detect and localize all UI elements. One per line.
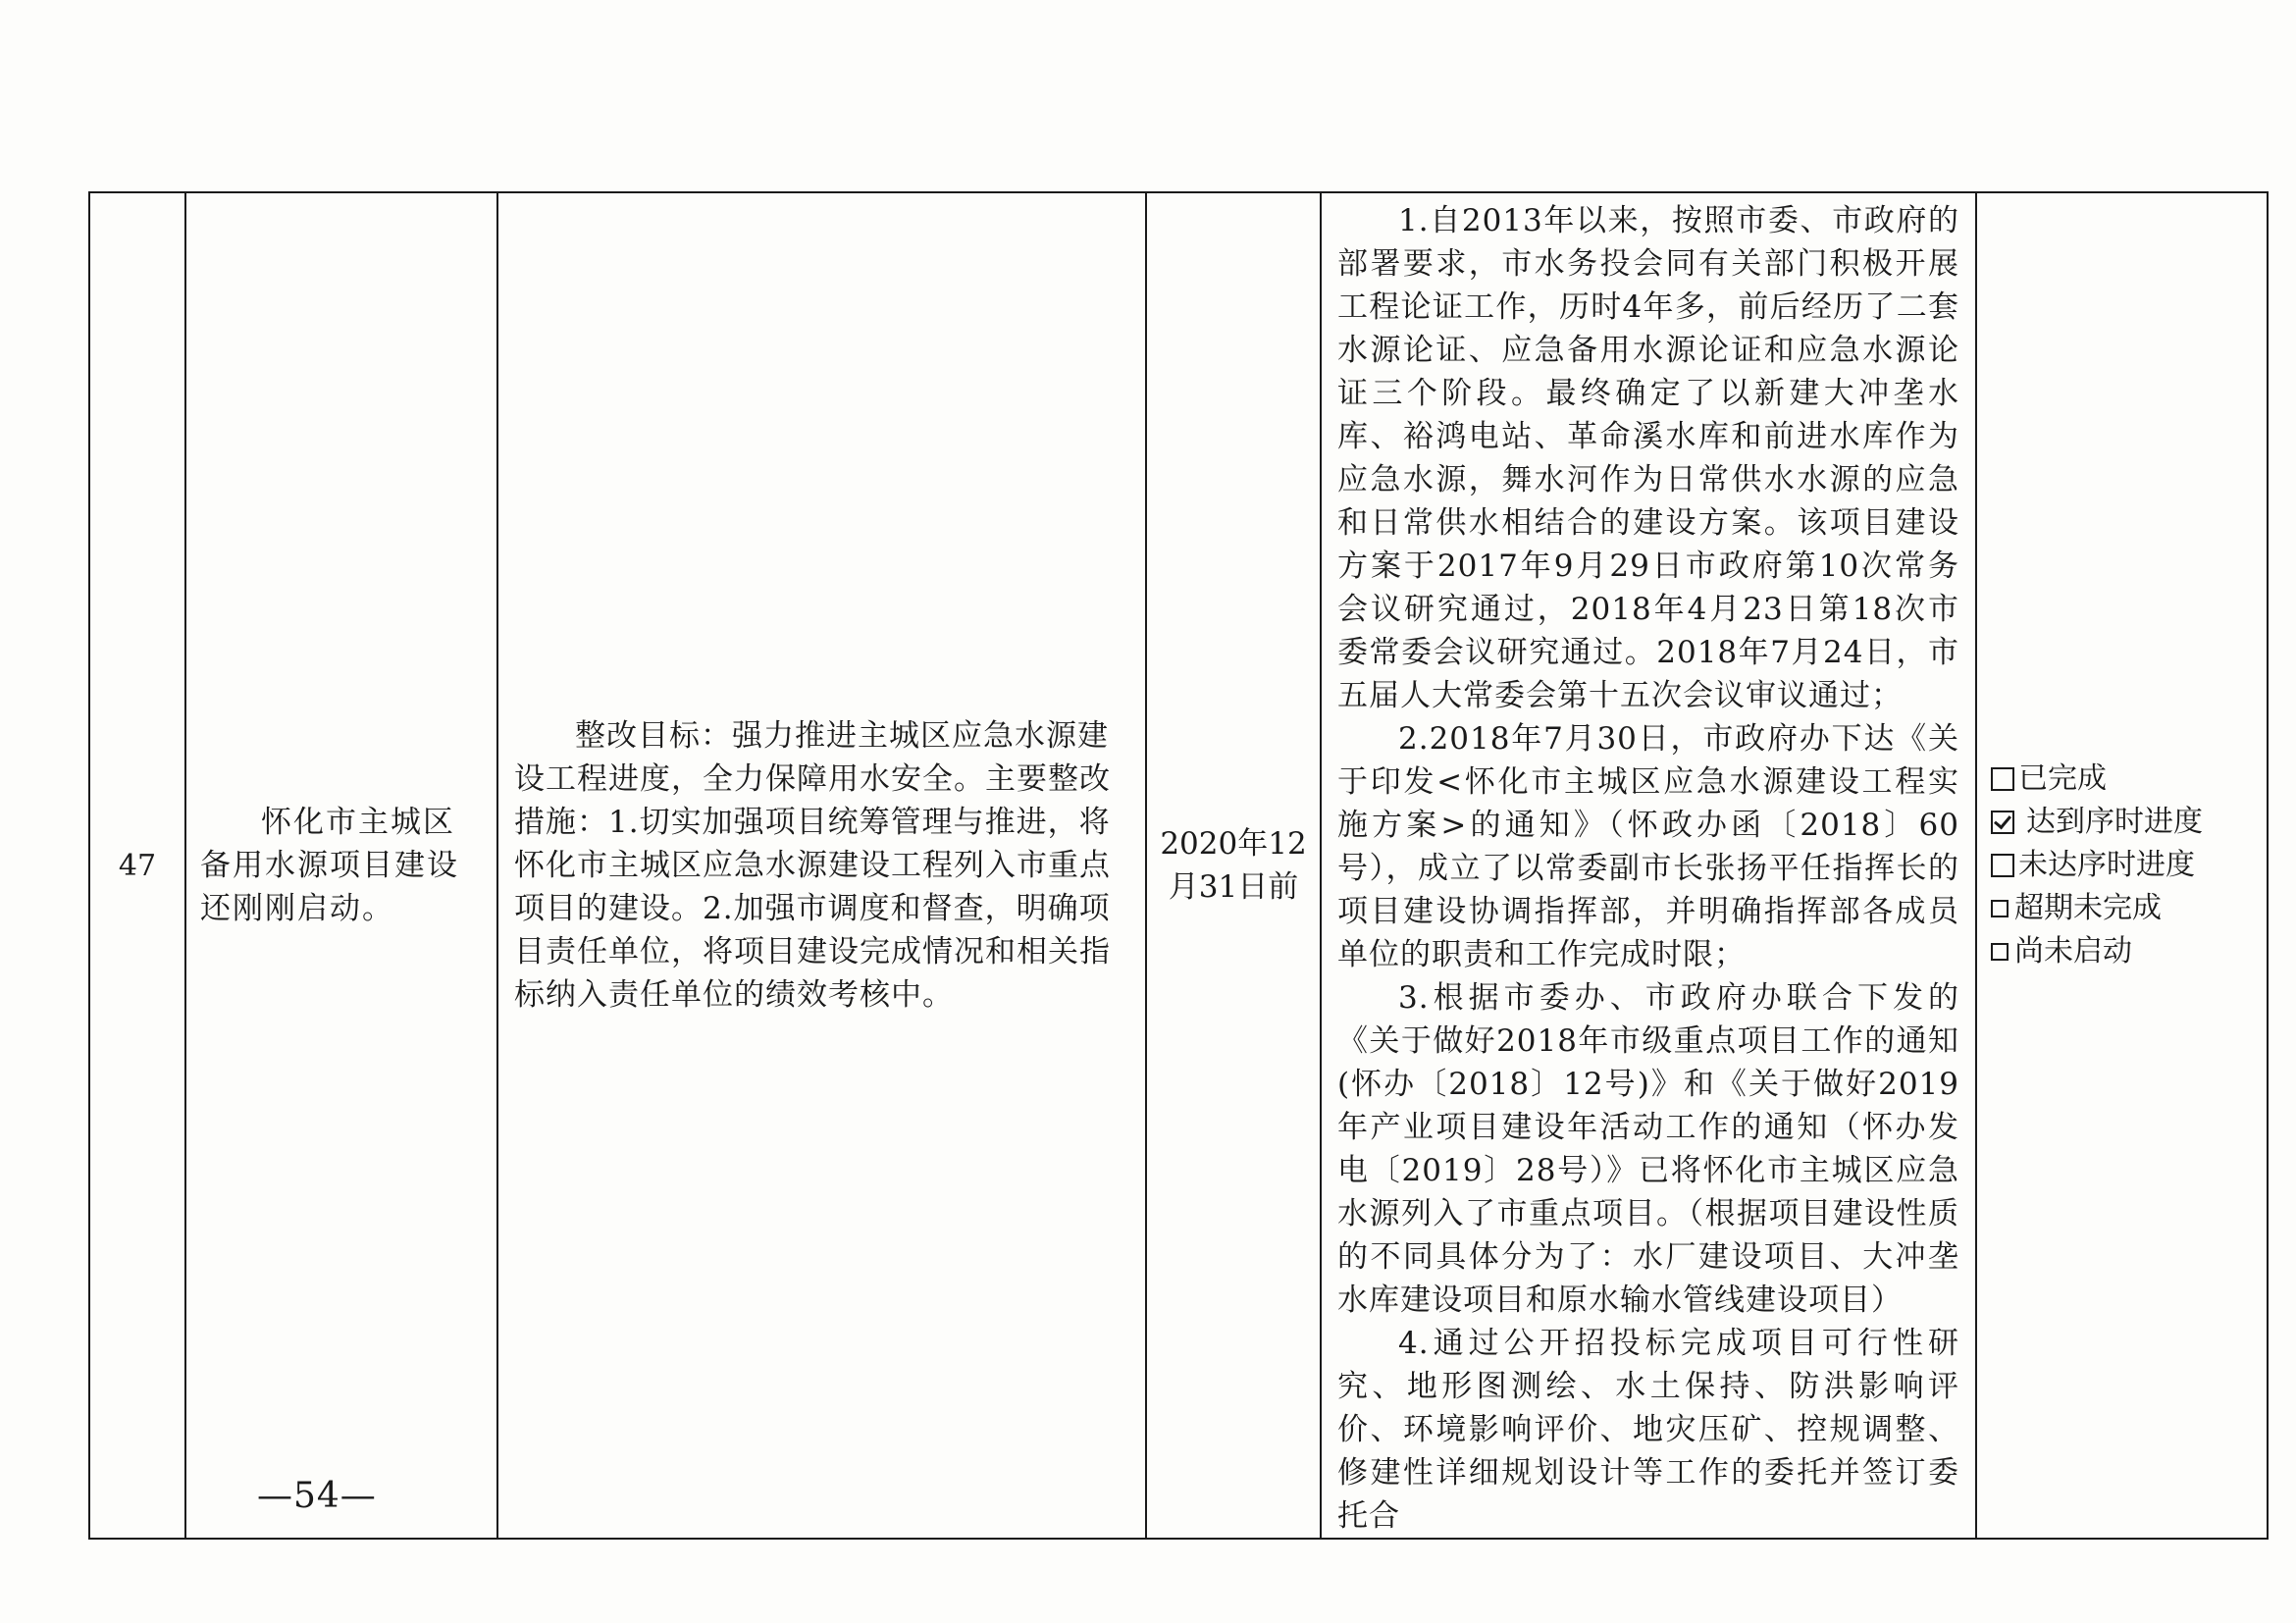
status-option-behind-schedule[interactable] [1991, 844, 2253, 887]
checkbox-icon[interactable] [1991, 900, 2009, 917]
status-option-overdue[interactable] [1991, 887, 2253, 930]
row-number: 47 [89, 192, 185, 1539]
checkbox-icon[interactable] [1991, 767, 2014, 791]
progress-details [1321, 192, 1976, 1539]
problem-text: 怀化市主城区备用水源项目建设还刚刚启动。 [200, 805, 459, 926]
status-label: 未达序时进度 [2018, 848, 2195, 882]
status-label: 超期未完成 [2014, 891, 2162, 925]
rectification-measures [497, 192, 1146, 1539]
checked-checkbox-icon[interactable] [1991, 811, 2014, 834]
problem-description [185, 192, 497, 1539]
table-row [89, 192, 2268, 1539]
page-number: —54— [257, 1476, 377, 1516]
progress-item-4: 4.通过公开招投标完成项目可行性研究、地形图测绘、水土保持、防洪影响评价、环境影响评价、地灾压矿、控规调整、修建性详细规划设计等工作的委托并签订委托合 [1337, 1326, 1959, 1534]
progress-item-3: 3.根据市委办、市政府办联合下发的《关于做好2018年市级重点项目工作的通知(怀办〔2018〕12号)》和《关于做好2019年产业项目建设年活动工作的通知（怀办发电〔2019〕28号）》已将怀化市主城区应急水源列入了市重点项目。（根据项目建设性质的不同具体分为了：水厂建设项目、大冲垄水库建设项目和原水输水管线建设项目） [1337, 980, 1959, 1318]
rectification-table [88, 191, 2269, 1540]
status-label: 已完成 [2018, 761, 2107, 796]
status-label: 尚未启动 [2014, 934, 2132, 969]
deadline: 2020年12月31日前 [1146, 192, 1321, 1539]
progress-item-1: 1.自2013年以来，按照市委、市政府的部署要求，市水务投会同有关部门积极开展工程论证工作，历时4年多，前后经历了二套水源论证、应急备用水源论证和应急水源论证三个阶段。最终确定了以新建大冲垄水库、裕鸿电站、革命溪水库和前进水库作为应急水源，舞水河作为日常供水水源的应急和日常供水相结合的建设方案。该项目建设方案于2017年9月29日市政府第10次常务会议研究通过，2018年4月23日第18次市委常委会议研究通过。2018年7月24日，市五届人大常委会第十五次会议审议通过； [1337, 203, 1959, 713]
checkbox-icon[interactable] [1991, 854, 2014, 877]
status-label: 达到序时进度 [2026, 805, 2203, 839]
status-option-completed[interactable] [1991, 758, 2253, 801]
status-option-on-schedule[interactable] [1991, 801, 2253, 844]
status-option-not-started[interactable] [1991, 930, 2253, 973]
measures-text: 整改目标：强力推进主城区应急水源建设工程进度，全力保障用水安全。主要整改措施：1.切实加强项目统筹管理与推进，将怀化市主城区应急水源建设工程列入市重点项目的建设。2.加强市调度和督查，明确项目责任单位，将项目建设完成情况和相关指标纳入责任单位的绩效考核中。 [514, 718, 1111, 1013]
completion-status [1976, 192, 2268, 1539]
checkbox-icon[interactable] [1991, 943, 2009, 961]
progress-item-2: 2.2018年7月30日，市政府办下达《关于印发<怀化市主城区应急水源建设工程实施方案>的通知》（怀政办函〔2018〕60号），成立了以常委副市长张扬平任指挥长的项目建设协调指挥部，并明确指挥部各成员单位的职责和工作完成时限； [1337, 721, 1959, 972]
